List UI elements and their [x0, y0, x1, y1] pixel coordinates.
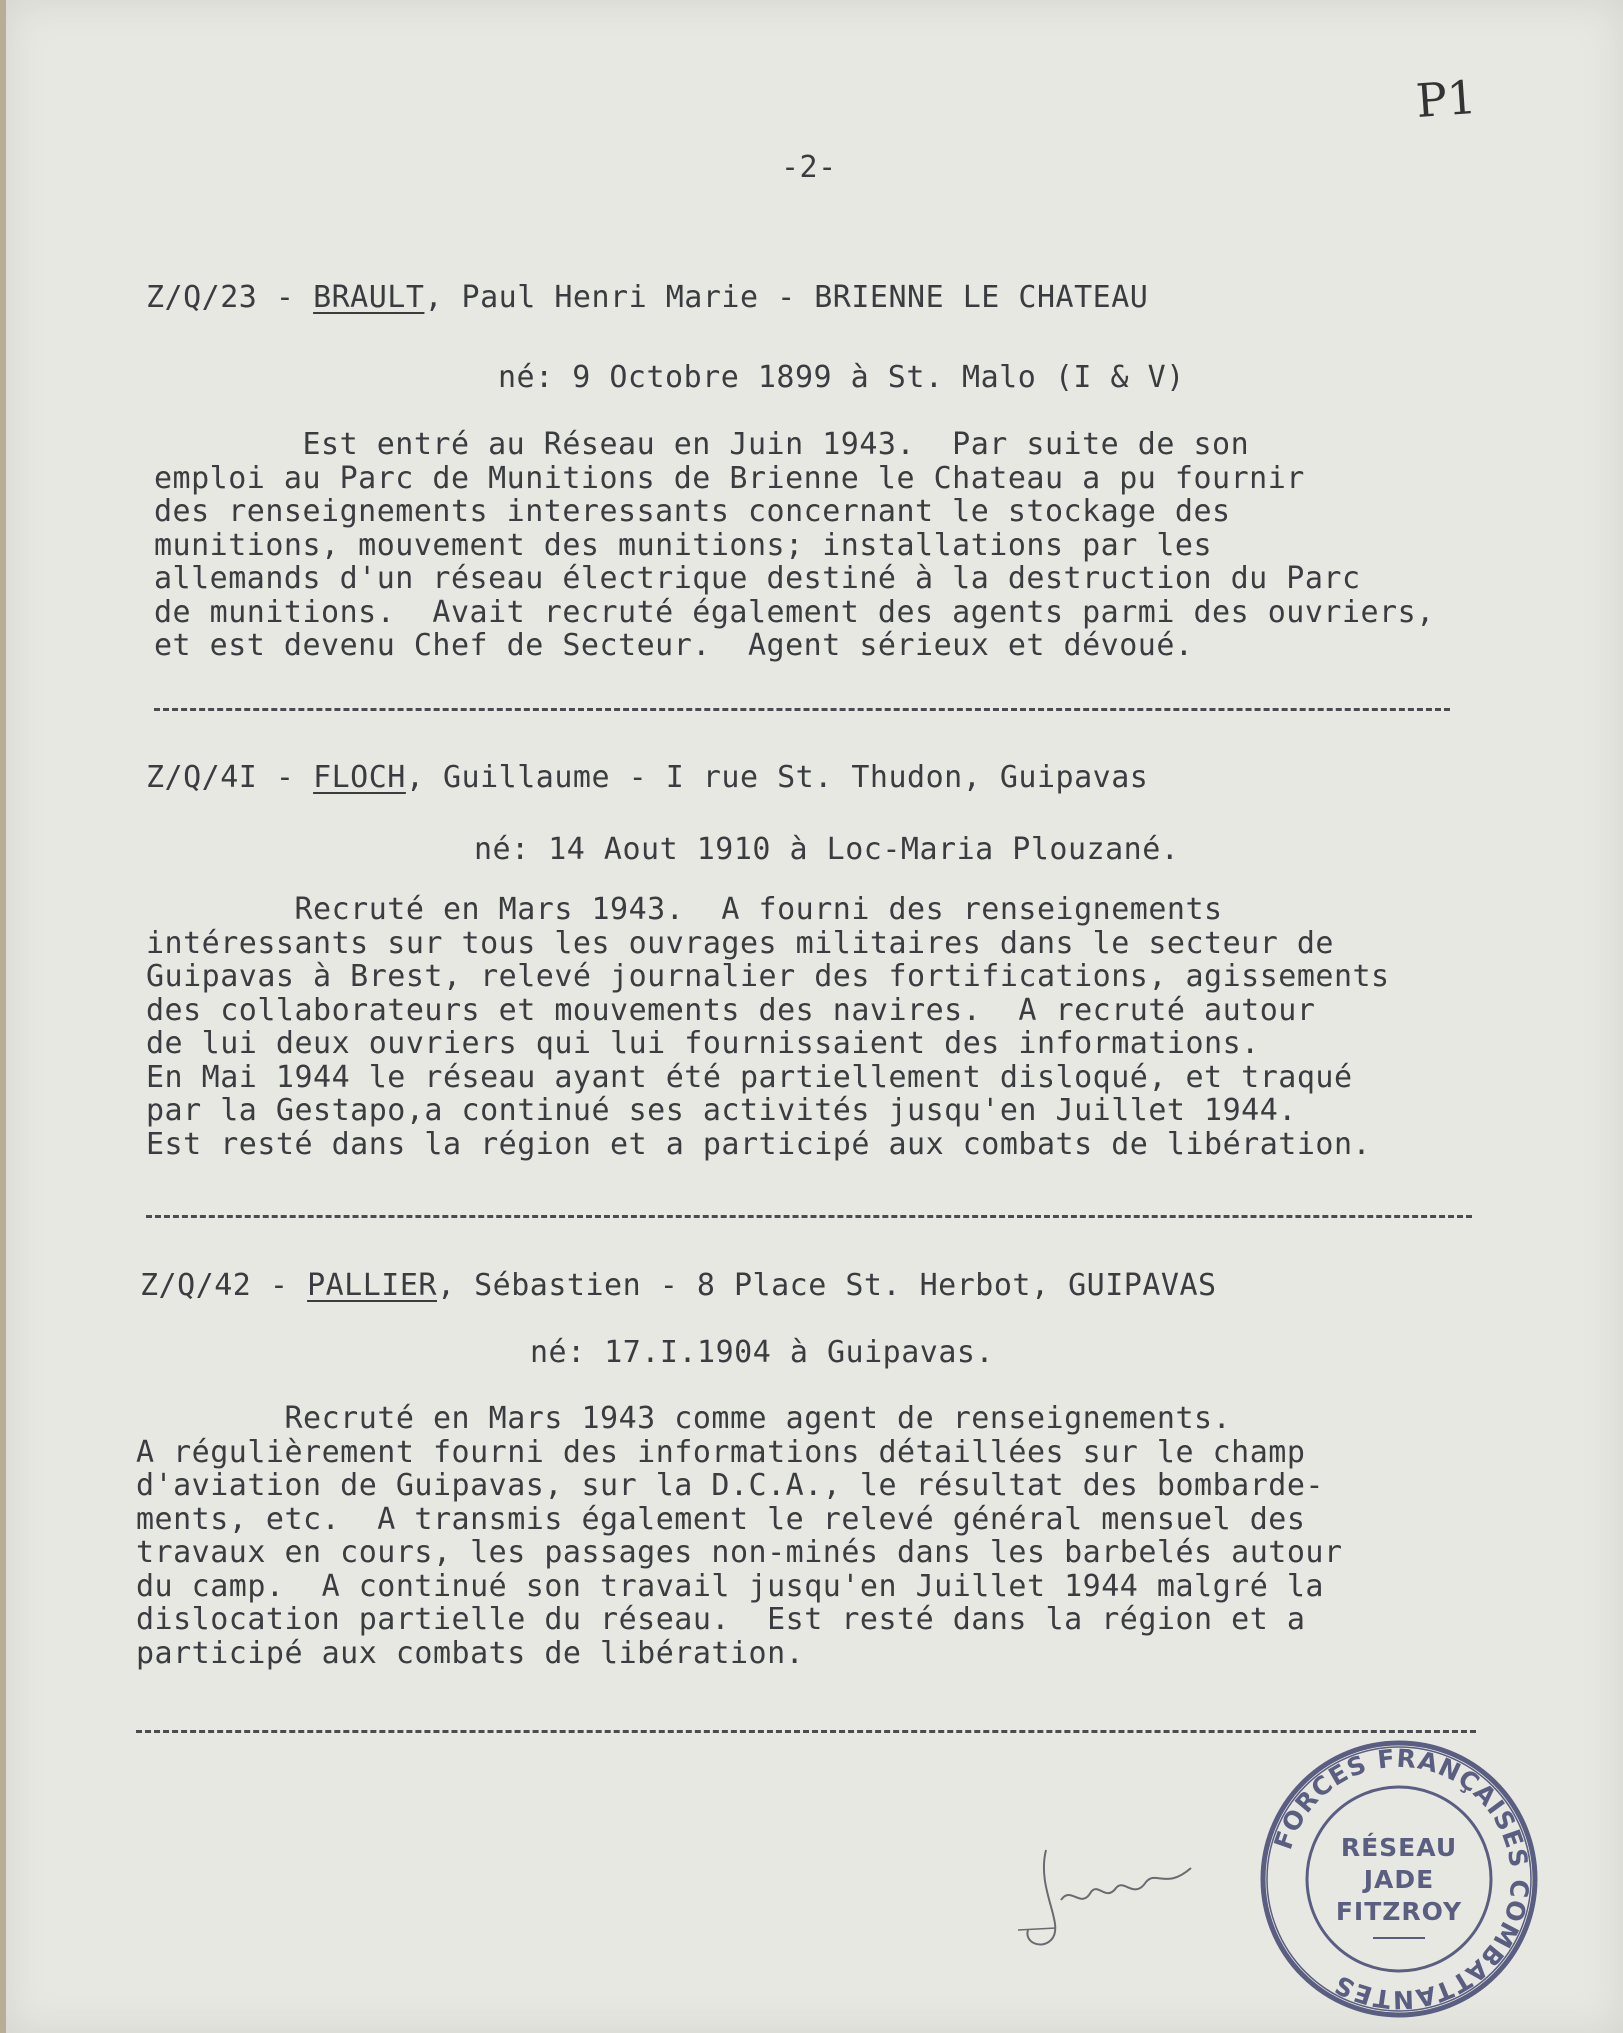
entry-details: , Guillaume - I rue St. Thudon, Guipavas [405, 760, 1149, 795]
entry-paragraph: Recruté en Mars 1943. A fourni des renseignements intéressants sur tous les ouvrages militaires dans le secteur de Guipavas à Brest, relevé journalier des fortifications, agissements des collaborateurs et mouvements des navires. A recruté autour de lui deux ouvriers qui lui fournissaient des informations. En Mai 1944 le réseau ayant été partiellement disloqué, et traqué par la Gestapo,a continué ses activités jusqu'en Juillet 1944. Est resté dans la région et a participé aux combats de libération. [146, 892, 1390, 1162]
entry-heading [140, 1268, 1217, 1303]
entry-ref: Z/Q/23 - [146, 280, 295, 315]
dashed-separator [146, 1215, 1472, 1218]
entry-details: , Sébastien - 8 Place St. Herbot, GUIPAVAS [437, 1268, 1217, 1303]
handwritten-signature [1006, 1830, 1206, 1960]
entry-paragraph: Recruté en Mars 1943 comme agent de renseignements. A régulièrement fourni des informations détaillées sur le champ d'aviation de Guipavas, sur la D.C.A., le résultat des bombarde- ments, etc. A transmis également le relevé général mensuel des travaux en cours, les passages non-minés dans les barbelés autour du camp. A continué son travail jusqu'en Juillet 1944 malgré la dislocation partielle du réseau. Est resté dans la région et a participé aux combats de libération. [136, 1401, 1343, 1671]
entry-details: , Paul Henri Marie - BRIENNE LE CHATEAU [424, 280, 1149, 315]
entry-heading [146, 280, 1148, 315]
entry-birth: né: 9 Octobre 1899 à St. Malo (I & V) [498, 360, 1185, 395]
document-page [6, 0, 1623, 2033]
entry-heading [146, 760, 1148, 795]
entry-ref: Z/Q/4I - [146, 760, 295, 795]
dashed-separator [136, 1730, 1476, 1733]
entry-paragraph: Est entré au Réseau en Juin 1943. Par suite de son emploi au Parc de Munitions de Brienne le Chateau a pu fournir des renseignements interessants concernant le stockage des munitions, mouvement des munitions; installations par les allemands d'un réseau électrique destiné à la destruction du Parc de munitions. Avait recruté également des agents parmi des ouvriers, et est devenu Chef de Secteur. Agent sérieux et dévoué. [154, 427, 1435, 663]
page-number: -2- [781, 150, 837, 185]
stamp-line-3: FITZROY [1335, 1897, 1463, 1926]
stamp-line-1: RÉSEAU [1340, 1833, 1458, 1862]
stamp-outer-text: FORCES FRANÇAISES COMBATTANTES [1268, 1743, 1535, 2015]
stamp-line-2: JADE [1363, 1865, 1435, 1894]
entry-birth: né: 14 Aout 1910 à Loc-Maria Plouzané. [474, 832, 1180, 867]
page-corner-mark: P1 [1414, 69, 1479, 129]
entry-surname: BRAULT [313, 280, 425, 315]
entry-ref: Z/Q/42 - [140, 1268, 289, 1303]
entry-surname: PALLIER [307, 1268, 437, 1303]
entry-birth: né: 17.I.1904 à Guipavas. [530, 1335, 995, 1370]
dashed-separator [154, 708, 1450, 711]
organization-stamp [1258, 1738, 1540, 2020]
entry-surname: FLOCH [313, 760, 406, 795]
